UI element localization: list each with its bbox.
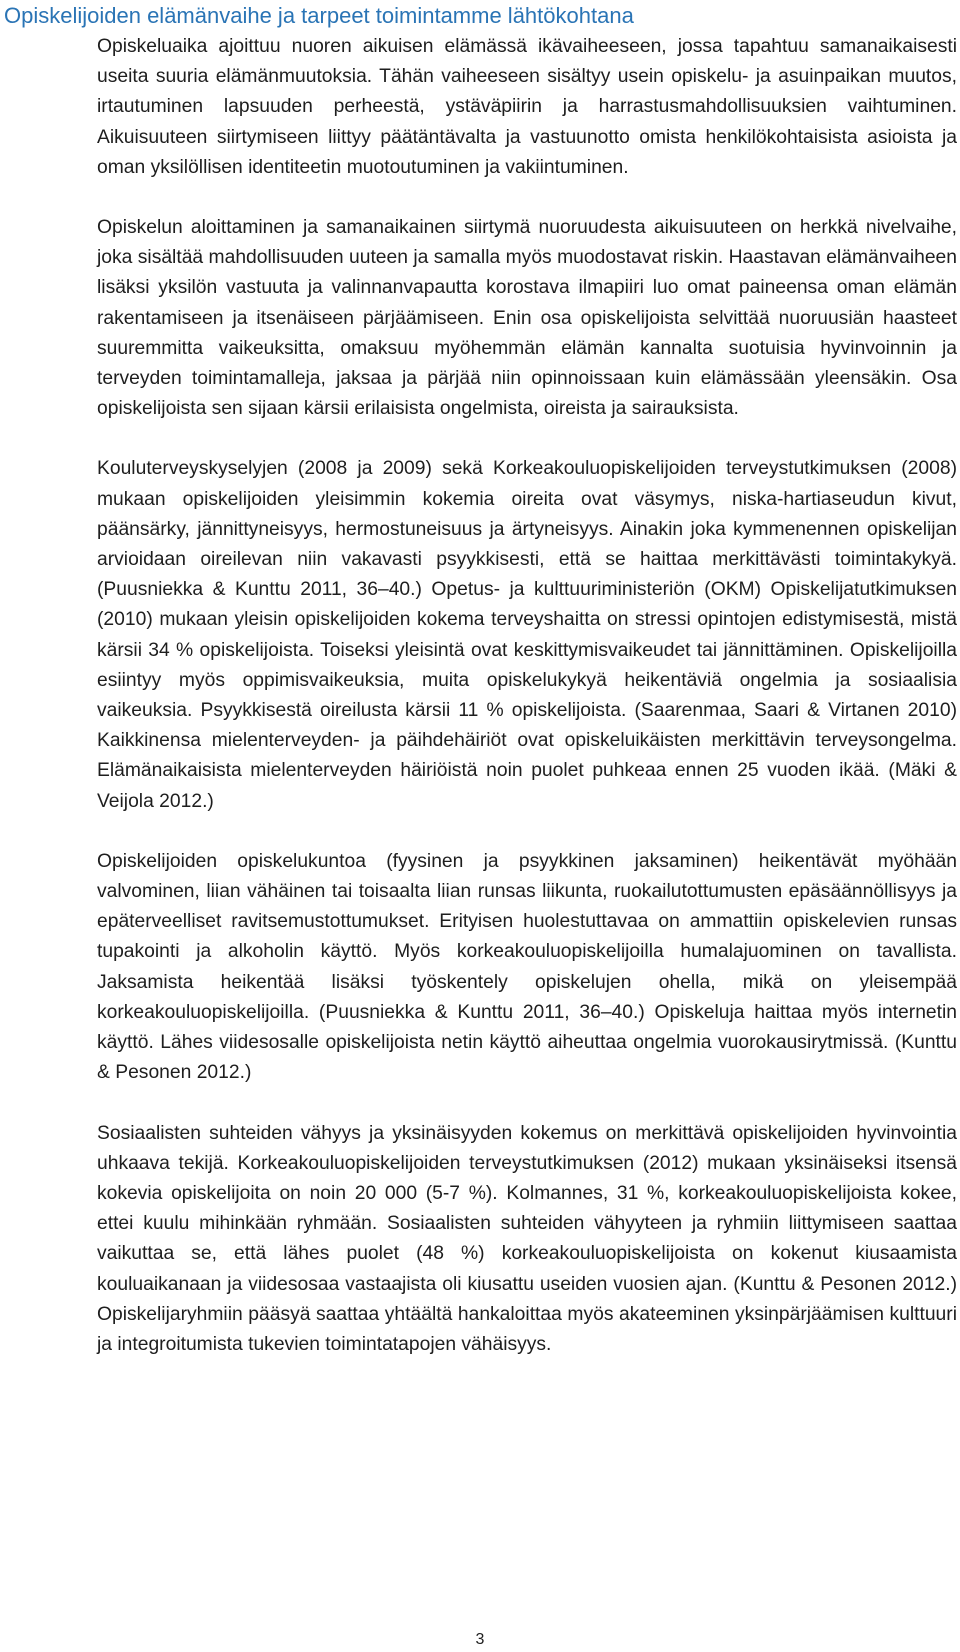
document-body — [97, 32, 957, 1390]
paragraph-transition: Opiskelun aloittaminen ja samanaikainen siirtymä nuoruudesta aikuisuuteen on herkkä nivelvaihe, joka sisältää mahdollisuuden uuteen ja samalla myös muodostavat riskin. Haastavan elämänvaiheen lisäksi yksilön vastuuta ja valinnanvapautta korostava ilmapiiri luo omat paineensa oman elämän rakentamiseen ja itsenäiseen pärjäämiseen. Enin osa opiskelijoista selvittää nuoruusiän haasteet suuremmitta vaikeuksitta, omaksuu myöhemmän elämän kannalta suotuisia hyvinvoinnin ja terveyden toimintamalleja, jaksaa ja pärjää niin opinnoissaan kuin elämässään yleensäkin. Osa opiskelijoista sen sijaan kärsii erilaisista ongelmista, oireista ja sairauksista. — [97, 217, 957, 420]
page-number: 3 — [475, 1631, 485, 1648]
paragraph-study-condition: Opiskelijoiden opiskelukuntoa (fyysinen ja psyykkinen jaksaminen) heikentävät myöhään valvominen, liian vähäinen tai toisaalta liian runsas liikunta, ruokailutottumusten epäsäännöllisyys ja epäterveelliset ravitsemustottumukset. Erityisen huolestuttavaa on ammattiin opiskelevien runsas tupakointi ja alkoholin käyttö. Myös korkeakouluopiskelijoilla humalajuominen on tavallista. Jaksamista heikentää lisäksi työskentely opiskelujen ohella, mikä on yleisempää korkeakouluopiskelijoilla. (Puusniekka & Kunttu 2011, 36–40.) Opiskeluja haittaa myös internetin käyttö. Lähes viidesosalle opiskelijoista netin käyttö aiheuttaa ongelmia vuorokausirytmissä. (Kunttu & Pesonen 2012.) — [97, 850, 957, 1084]
section-heading: Opiskelijoiden elämänvaihe ja tarpeet toimintamme lähtökohtana — [4, 3, 634, 28]
paragraph-life-stage: Opiskeluaika ajoittuu nuoren aikuisen elämässä ikävaiheeseen, jossa tapahtuu samanaikaisesti useita suuria elämänmuutoksia. Tähän vaiheeseen sisältyy usein opiskelu- ja asuinpaikan muutos, irtautuminen lapsuuden perheestä, ystäväpiirin ja harrastusmahdollisuuksien vaihtuminen. Aikuisuuteen siirtymiseen liittyy päätäntävalta ja vastuunotto omista henkilökohtaisista asioista ja oman yksilöllisen identiteetin muotoutuminen ja vakiintuminen. — [97, 36, 957, 178]
paragraph-social-relations: Sosiaalisten suhteiden vähyys ja yksinäisyyden kokemus on merkittävä opiskelijoiden hyvinvointia uhkaava tekijä. Korkeakouluopiskelijoiden terveystutkimuksen (2012) mukaan yksinäiseksi itsensä kokevia opiskelijoita on noin 20 000 (5-7 %). Kolmannes, 31 %, korkeakouluopiskelijoista kokee, ettei kuulu mihinkään ryhmään. Sosiaalisten suhteiden vähyyteen ja ryhmiin liittymiseen saattaa vaikuttaa se, että lähes puolet (48 %) korkeakouluopiskelijoista on kokenut kiusaamista kouluaikanaan ja viidesosaa vastaajista oli kiusattu useiden vuosien ajan. (Kunttu & Pesonen 2012.) Opiskelijaryhmiin pääsyä saattaa yhtäältä hankaloittaa myös akateeminen yksinpärjäämisen kulttuuri ja integroitumista tukevien toimintatapojen vähäisyys. — [97, 1122, 957, 1355]
paragraph-symptoms: Kouluterveyskyselyjen (2008 ja 2009) sekä Korkeakouluopiskelijoiden terveystutkimuksen (2008) mukaan opiskelijoiden yleisimmin kokemia oireita ovat väsymys, niska-hartiaseudun kivut, päänsärky, jännittyneisyys, hermostuneisuus ja ärtyneisyys. Ainakin joka kymmenennen opiskelijan arvioidaan oireilevan niin vakavasti psyykkisesti, että se haittaa merkittävästi toimintakykyä. (Puusniekka & Kunttu 2011, 36–40.) Opetus- ja kulttuuriministeriön (OKM) Opiskelijatutkimuksen (2010) mukaan yleisin opiskelijoiden kokema terveyshaitta on stressi opintojen edistymisestä, mistä kärsii 34 % opiskelijoista. Toiseksi yleisintä ovat keskittymisvaikeudet tai jännittäminen. Opiskelijoilla esiintyy myös oppimisvaikeuksia, muita opiskelukykyä heikentäviä ongelmia ja sosiaalisia vaikeuksia. Psyykkisestä oireilusta kärsii 11 % opiskelijoista. (Saarenmaa, Saari & Virtanen 2010) Kaikkinensa mielenterveyden- ja päihdehäiriöt ovat opiskeluikäisten merkittävin terveysongelma. Elämänaikaisista mielenterveyden häiriöistä noin puolet puhkeaa ennen 25 vuoden ikää. (Mäki & Veijola 2012.) — [97, 458, 957, 812]
